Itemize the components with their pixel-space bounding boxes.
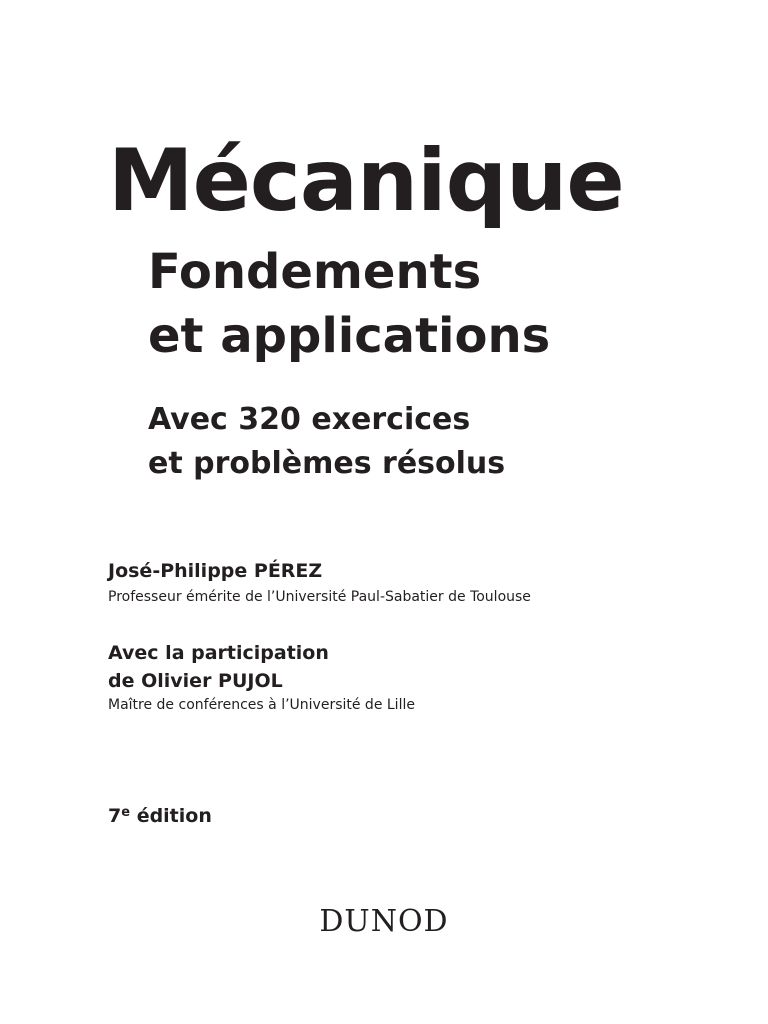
edition-word: édition: [136, 805, 212, 827]
subtitle-line-2: et applications: [148, 308, 551, 364]
tagline-line-2: et problèmes résolus: [148, 446, 506, 481]
book-tagline: [148, 398, 505, 486]
tagline-line-1: Avec 320 exercices: [148, 402, 471, 437]
participation-line-2: de Olivier PUJOL: [108, 670, 283, 692]
participation-credit: [108, 639, 329, 695]
author-name: José-Philippe PÉREZ: [108, 560, 323, 582]
author-affiliation: Professeur émérite de l’Université Paul-Sabatier de Toulouse: [108, 589, 531, 605]
subtitle-line-1: Fondements: [148, 244, 482, 300]
book-subtitle: [148, 240, 550, 368]
book-title: Mécanique: [108, 131, 624, 231]
edition-label: [108, 802, 212, 830]
publisher-logo: DUNOD: [319, 904, 449, 939]
participation-line-1: Avec la participation: [108, 642, 329, 664]
edition-superscript: e: [121, 805, 131, 820]
edition-number: 7: [108, 805, 122, 827]
contributor-affiliation: Maître de conférences à l’Université de Lille: [108, 697, 415, 713]
